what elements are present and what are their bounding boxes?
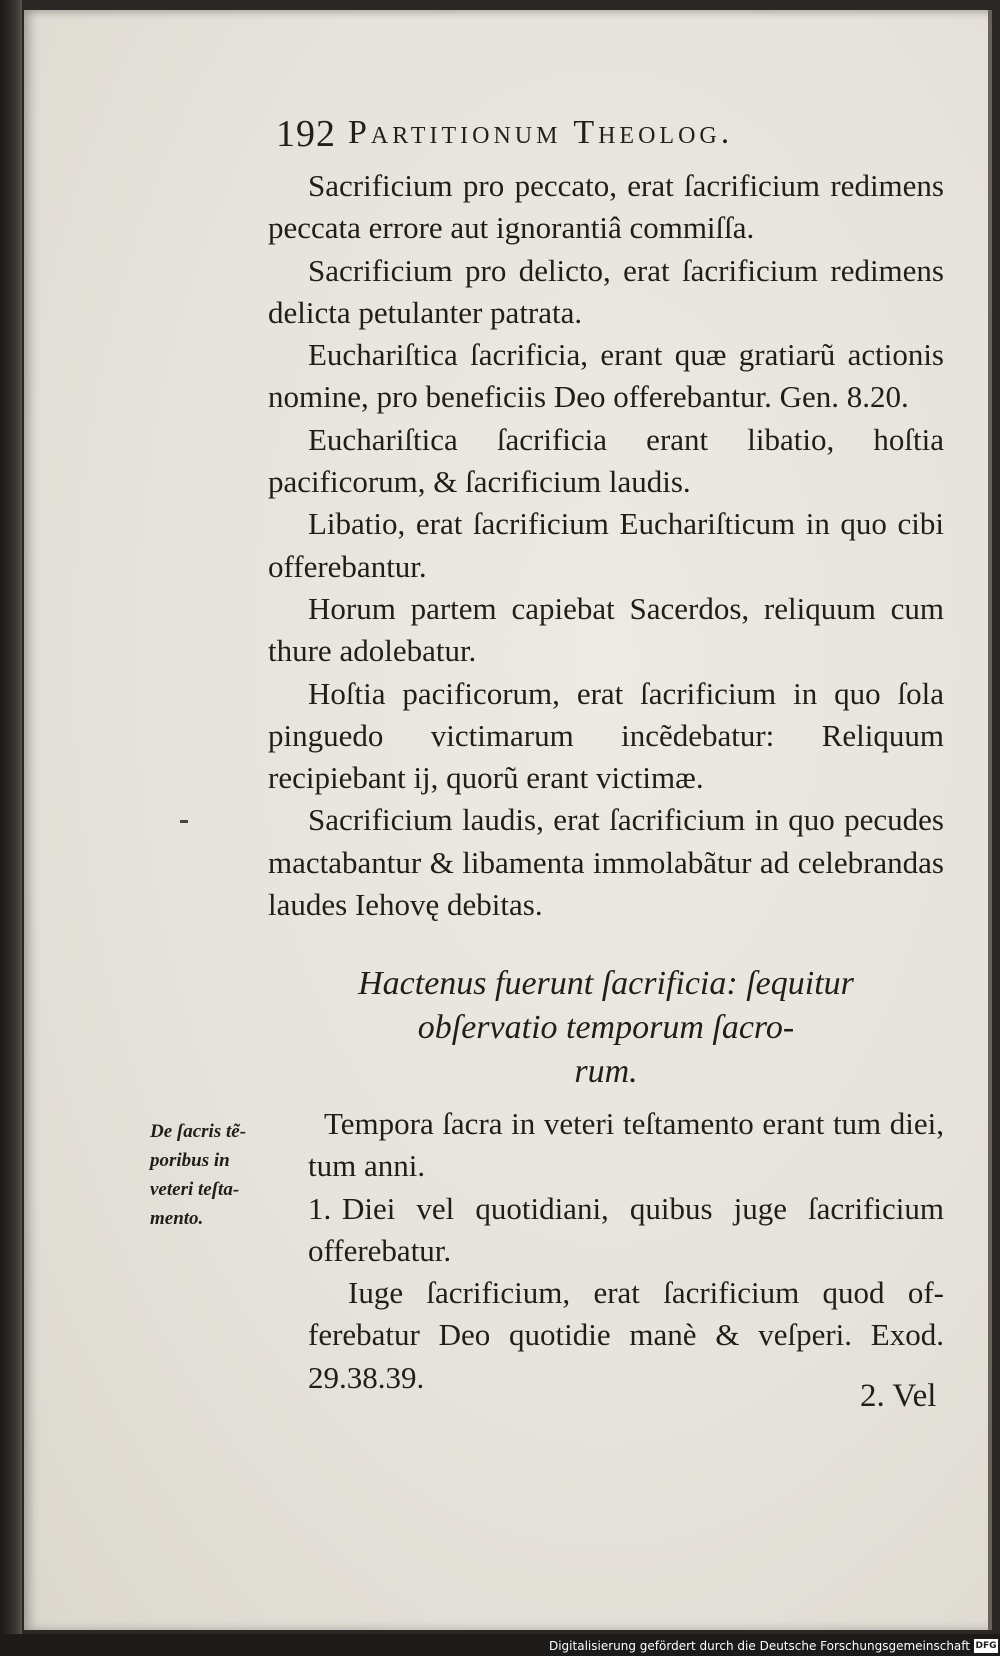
book-binding (0, 0, 22, 1656)
footer-credit: Digitalisierung gefördert durch die Deutsche Forschungsgemeinschaft (548, 1639, 970, 1653)
dfg-logo-icon: DFG (975, 1641, 997, 1651)
paragraph: Iuge ſacrificium, erat ſacrificium quod offerebatur Deo quotidie manè & veſperi. Exod. 29.38.39. (308, 1275, 944, 1395)
page-number: 192 (276, 113, 336, 155)
paragraph: Euchariſtica ſacrificia, erant quæ gratiarũ actionis nomine, pro beneficiis Deo offerebantur. Gen. 8.20. (268, 337, 944, 415)
paragraph: Libatio, erat ſacrificium Euchariſticum in quo cibi offerebantur. (268, 506, 944, 584)
marginal-note-line: veteri teſta- (150, 1179, 240, 1200)
item-number: 1. (308, 1190, 332, 1226)
paragraph: Sacrificium laudis, erat ſacrificium in quo pecudes mactabantur & libamenta immolabãtur ad celebrandas laudes Iehovę debitas. (268, 802, 944, 923)
page-edge (988, 10, 992, 1630)
paragraph: Tempora ſacra in veteri teſtamento erant tum diei, tum anni. (308, 1106, 944, 1184)
page-header (276, 112, 876, 162)
ink-mark (180, 820, 188, 823)
catchword: 2. Vel (860, 1378, 937, 1414)
main-text-block (268, 165, 944, 926)
heading-line: Hactenus fuerunt ſacrificia: ſequitur (358, 965, 854, 1002)
paragraph: Sacrificium pro peccato, erat ſacrificium redimens peccata errore aut ignorantiâ commiſſa. (268, 168, 944, 246)
section-heading (268, 962, 944, 1094)
paragraph: Hoſtia pacificorum, erat ſacrificium in quo ſola pinguedo victimarum incẽdebatur: Reliquum recipiebant ij, quorũ erant victimæ. (268, 675, 944, 796)
heading-line: obſervatio temporum ſacro- (417, 1009, 795, 1046)
section-text-block (308, 1103, 944, 1399)
paragraph: Euchariſtica ſacrificia erant libatio, hoſtia pacificorum, & ſacrificium laudis. (268, 421, 944, 500)
footer-bar (0, 1634, 1000, 1656)
item-text: Diei vel quotidiani, quibus juge ſacrificium offerebatur. (308, 1190, 944, 1268)
heading-line: rum. (574, 1053, 638, 1090)
paragraph: Sacrificium pro delicto, erat ſacrificium redimens delicta petulanter patrata. (268, 252, 944, 330)
marginal-note-line: De ſacris tẽ- (150, 1121, 247, 1142)
marginal-note (150, 1117, 300, 1233)
marginal-note-line: mento. (150, 1208, 204, 1229)
marginal-note-line: poribus in (150, 1150, 230, 1171)
paragraph: Horum partem capiebat Sacerdos, reliquum cum thure adolebatur. (268, 590, 944, 669)
numbered-paragraph (308, 1188, 944, 1273)
running-title: Partitionum Theolog. (348, 114, 734, 151)
